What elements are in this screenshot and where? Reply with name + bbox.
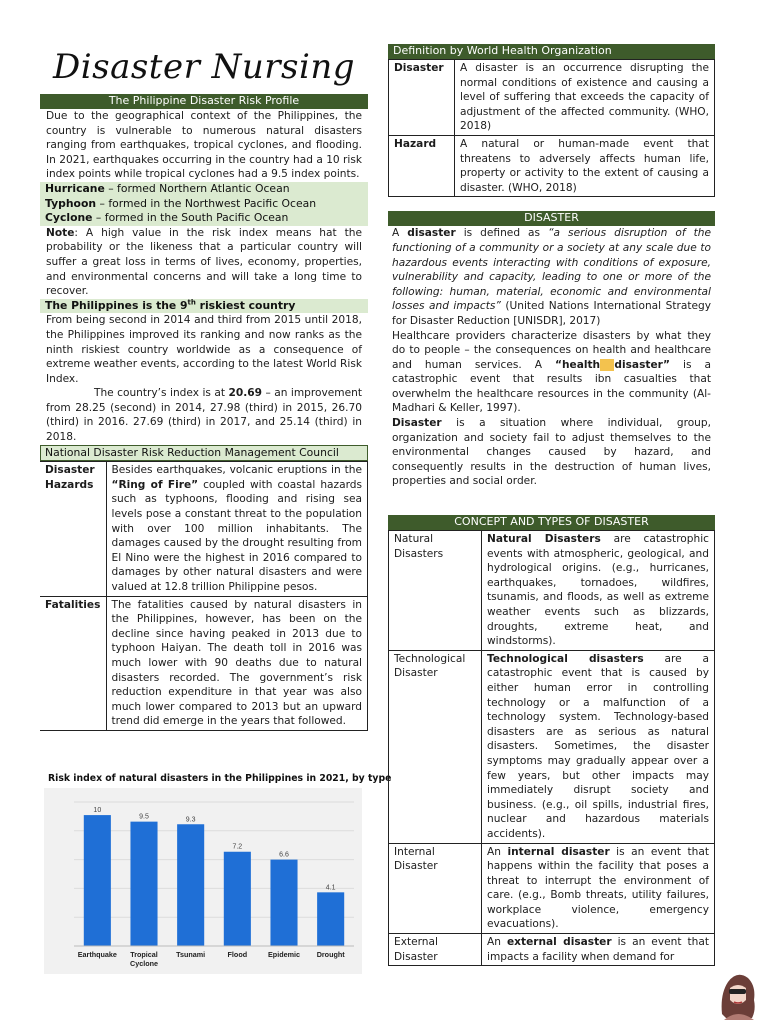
- index-value: 20.69: [228, 387, 263, 400]
- health-disaster-paragraph: Healthcare providers characterize disasters by what they do to people – the consequences on health and healthcare and human services. A “health disaster” is a catastrophic event that results ibn casualties that overwhelm the healthcare resources in the community (Al-Madhari & Keller, 1997).: [392, 329, 711, 415]
- index-post: – an improvement from 28.25 (second) in 2014, 27.98 (third) in 2015, 26.70 (third) in 2016. 27.69 (third) in 2017, and 25.14 (third) in 2018.: [46, 387, 362, 444]
- intro-paragraph: Due to the geographical context of the Philippines, the country is vulnerable to numerous natural disasters ranging from earthquakes, tropical cyclones, and flooding. In 2021, earthquakes occurring in the country had a 10 risk index points while tropical cyclones had a 9.5 index points.: [46, 110, 362, 181]
- data-label: 6.6: [279, 851, 289, 859]
- hazards-text: Besides earthquakes, volcanic eruptions in the “Ring of Fire” coupled with coastal hazards such as typhoons, flooding and rising sea levels pose a constant threat to the population with over 100 million inhabitants. The damages caused by the drought resulting from El Nino were the highest in 2016 compared to damages by other natural disasters and were valued at 12.8 trillion Philippine pesos.: [106, 462, 368, 596]
- category-label: Epidemic: [268, 950, 300, 959]
- storm-term: Hurricane: [45, 181, 105, 195]
- index-pre: The country’s index is at: [94, 387, 229, 400]
- type-text-internal: An internal disaster is an event that happens within the facility that poses a threat to interrupt the environment of care. (e.g., Bomb threats, utility failures, workplace violence, emergency evacuations).: [482, 843, 715, 934]
- avatar-icon: [712, 964, 762, 1020]
- storm-definition-cyclone: [40, 211, 368, 226]
- category-label: Flood: [227, 950, 248, 959]
- data-label: 7.2: [232, 843, 243, 851]
- data-label: 4.1: [325, 884, 336, 892]
- storm-text: – formed in the South Pacific Ocean: [92, 211, 289, 225]
- table-row: [389, 135, 715, 196]
- storm-term: Typhoon: [45, 196, 97, 210]
- ndrrmc-heading: National Disaster Risk Reduction Management Council: [40, 445, 368, 462]
- table-row: [40, 596, 368, 730]
- bar-epidemic: [270, 860, 297, 946]
- disaster-heading: DISASTER: [388, 211, 715, 226]
- data-label: 9.5: [139, 813, 149, 821]
- bar-flood: [224, 852, 251, 946]
- storm-text: – formed Northern Atlantic Ocean: [104, 181, 290, 195]
- section-heading-risk-profile: The Philippine Disaster Risk Profile: [40, 94, 368, 109]
- who-table: [388, 59, 715, 197]
- right-column: [388, 44, 715, 966]
- bar-tropical-cyclone: [130, 822, 157, 946]
- table-row: [389, 531, 715, 651]
- hazards-term: Disaster Hazards: [40, 462, 106, 596]
- who-text-hazard: A natural or human-made event that threatens to adversely affects human life, property or activity to the extent of causing a disaster. (WHO, 2018): [455, 135, 715, 196]
- table-row: [389, 843, 715, 934]
- table-row: [389, 60, 715, 136]
- type-term-internal: Internal Disaster: [389, 843, 482, 934]
- note-label: Note: [46, 226, 75, 239]
- storm-text: – formed in the Northwest Pacific Ocean: [96, 196, 317, 210]
- rank-heading: [40, 299, 368, 314]
- category-label: Cyclone: [130, 959, 158, 968]
- type-term-external: External Disaster: [389, 934, 482, 966]
- disaster-definition: A disaster is defined as “a serious disruption of the functioning of a community or a society at any scale due to hazardous events interacting with conditions of exposure, vulnerability and capacity, leading to one or more of the following: human, material, economic and environmental losses and impacts” (United Nations International Strategy for Disaster Reduction [UNISDR], 2017): [392, 227, 711, 327]
- category-label: Drought: [316, 950, 345, 959]
- bar-tsunami: [177, 824, 204, 946]
- who-text-disaster: A disaster is an occurrence disrupting the normal conditions of existence and causing a level of suffering that exceeds the capacity of adjustment of the affected community. (WHO, 2018): [455, 60, 715, 136]
- rank-sup: th: [187, 298, 196, 307]
- type-term-natural: Natural Disasters: [389, 531, 482, 651]
- table-row: [389, 650, 715, 843]
- table-row: [40, 462, 368, 596]
- disaster-situation-paragraph: Disaster is a situation where individual, group, organization and society fail to adjust themselves to the environmental changes caused by hazard, and consequently results in the destruction of human lives, properties and social order.: [392, 417, 711, 488]
- storm-definition-hurricane: [40, 182, 368, 197]
- note-text: : A high value in the risk index means hat the probability or the likeness that a particular country will suffer a great loss in terms of lives, economy, properties, and environmental concerns and will take a long time to recover.: [46, 226, 362, 298]
- index-paragraph: [40, 386, 368, 444]
- chart-canvas: [44, 788, 362, 974]
- ndrrmc-table: [40, 461, 368, 731]
- fatalities-term: Fatalities: [40, 596, 106, 730]
- types-table: [388, 530, 715, 966]
- type-text-external: An external disaster is an event that impacts a facility when demand for: [482, 934, 715, 966]
- storm-term: Cyclone: [45, 211, 93, 225]
- risk-index-chart: [40, 772, 392, 977]
- who-term-disaster: Disaster: [389, 60, 455, 136]
- data-label: 10: [93, 807, 102, 815]
- note-paragraph: [40, 226, 368, 299]
- types-heading: CONCEPT AND TYPES OF DISASTER: [388, 515, 715, 530]
- storm-definition-typhoon: [40, 197, 368, 212]
- rank-paragraph: From being second in 2014 and third from 2015 until 2018, the Philippines improved its ranking and now ranks as the ninth riskiest country worldwide as a consequence of extreme weather events, according to the latest World Risk Index.: [46, 314, 362, 385]
- type-text-natural: Natural Disasters are catastrophic events with atmospheric, geological, and hydrological origins. (e.g., hurricanes, earthquakes, tornadoes, wildfires, tsunamis, and floods, as well as extreme weather events such as blizzards, droughts, extreme heat, and windstorms).: [482, 531, 715, 651]
- category-label: Tropical: [130, 950, 158, 959]
- rank-post: riskiest country: [195, 298, 296, 312]
- who-term-hazard: Hazard: [389, 135, 455, 196]
- bar-drought: [317, 892, 344, 946]
- fatalities-text: The fatalities caused by natural disasters in the Philippines, however, has been on the decline since having peaked in 2013 due to typhoon Haiyan. The death toll in 2016 was much lower with 90 deaths due to natural disasters recorded. The government’s risk reduction expenditure in that year was also much lower compared to 2013 but an upward trend did emerge in the years that followed.: [106, 596, 368, 730]
- type-text-technological: Technological disasters are a catastrophic event that is caused by either human error in controlling technology or a malfunction of a technology system. Technology-based disasters are as serious as natural disasters. Sometimes, the disaster symptoms may gradually appear over a few years, but other impacts may immediately disrupt society and business. (e.g., oil spills, industrial fires, nuclear and hazardous materials accidents).: [482, 650, 715, 843]
- rank-pre: The Philippines is the 9: [45, 298, 188, 312]
- left-column: [40, 44, 368, 731]
- chart-title: Risk index of natural disasters in the Philippines in 2021, by type: [48, 773, 392, 784]
- category-label: Tsunami: [176, 950, 206, 959]
- type-term-technological: Technological Disaster: [389, 650, 482, 843]
- bar-earthquake: [84, 815, 111, 946]
- who-heading: Definition by World Health Organization: [388, 44, 715, 59]
- data-label: 9.3: [185, 816, 196, 824]
- category-label: Earthquake: [77, 950, 117, 959]
- table-row: [389, 934, 715, 966]
- page-title: Disaster Nursing: [52, 47, 356, 87]
